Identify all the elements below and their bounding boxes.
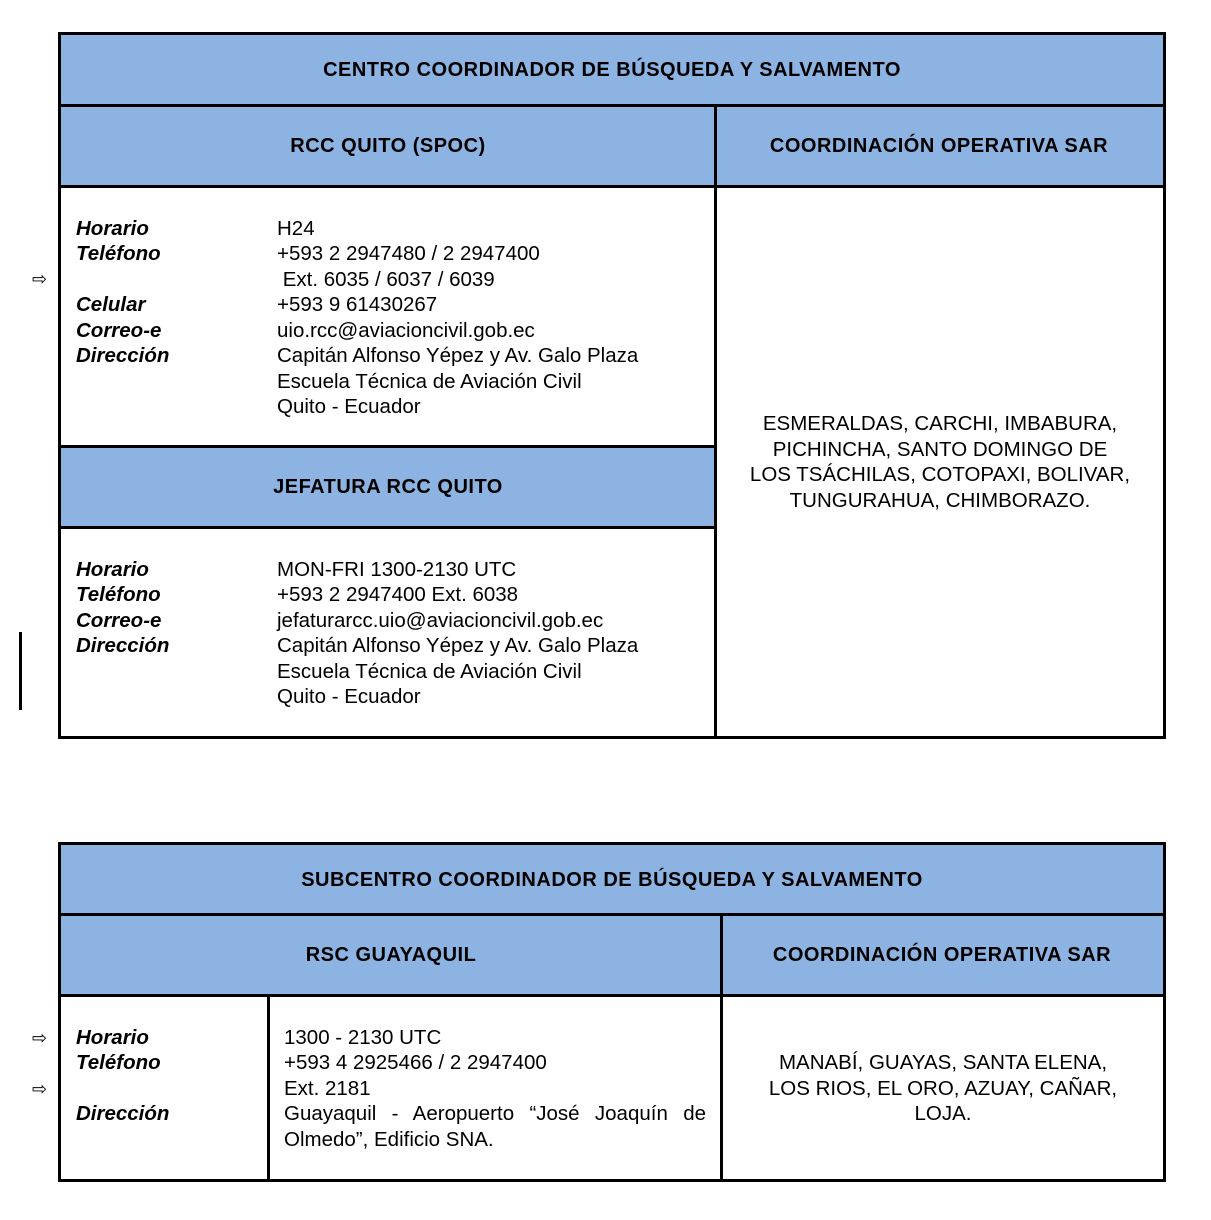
- value-direccion-3: Quito - Ecuador: [277, 395, 421, 418]
- value-direccion-1: Capitán Alfonso Yépez y Av. Galo Plaza: [277, 344, 639, 367]
- value-telefono-ext: Ext. 6035 / 6037 / 6039: [277, 268, 495, 291]
- table2-col-right-header: COORDINACIÓN OPERATIVA SAR: [721, 915, 1163, 996]
- label-direccion: Dirección: [76, 1102, 170, 1125]
- value-horario: 1300 - 2130 UTC: [284, 1026, 442, 1049]
- label-correo: Correo-e: [76, 319, 162, 342]
- value-horario: H24: [277, 217, 315, 240]
- change-arrow-icon: ⇨: [32, 1079, 48, 1099]
- table2-title: SUBCENTRO COORDINADOR DE BÚSQUEDA Y SALVAMENTO: [61, 845, 1163, 915]
- label-direccion: Dirección: [76, 634, 170, 657]
- label-telefono: Teléfono: [76, 242, 161, 265]
- table1-title: CENTRO COORDINADOR DE BÚSQUEDA Y SALVAMENTO: [61, 35, 1163, 106]
- value-telefono: +593 4 2925466 / 2 2947400: [284, 1051, 547, 1074]
- label-horario: Horario: [76, 558, 149, 581]
- change-arrow-icon: ⇨: [32, 1028, 48, 1048]
- table2-coverage: MANABÍ, GUAYAS, SANTA ELENA, LOS RIOS, EL ORO, AZUAY, CAÑAR, LOJA.: [768, 1051, 1118, 1125]
- table2-col-left-header: RSC GUAYAQUIL: [61, 915, 721, 996]
- table1-col-right-header: COORDINACIÓN OPERATIVA SAR: [715, 106, 1163, 187]
- label-direccion: Dirección: [76, 344, 170, 367]
- value-celular: +593 9 61430267: [277, 293, 438, 316]
- value-direccion-1: Capitán Alfonso Yépez y Av. Galo Plaza: [277, 634, 639, 657]
- value-telefono: +593 2 2947400 Ext. 6038: [277, 583, 519, 606]
- value-direccion-3: Quito - Ecuador: [277, 685, 421, 708]
- label-telefono: Teléfono: [76, 583, 161, 606]
- table1-sub-header: JEFATURA RCC QUITO: [61, 447, 715, 528]
- table1-coverage: ESMERALDAS, CARCHI, IMBABURA, PICHINCHA, SANTO DOMINGO DE LOS TSÁCHILAS, COTOPAXI, BOLIVAR, TUNGURAHUA, CHIMBORAZO.: [749, 412, 1131, 512]
- label-horario: Horario: [76, 217, 149, 240]
- label-celular: Celular: [76, 293, 146, 316]
- change-bar: [19, 632, 22, 710]
- table1-col-left-header: RCC QUITO (SPOC): [61, 106, 715, 187]
- label-horario: Horario: [76, 1026, 149, 1049]
- value-telefono: +593 2 2947480 / 2 2947400: [277, 242, 540, 265]
- value-direccion-2: Escuela Técnica de Aviación Civil: [277, 370, 582, 393]
- value-direccion-2: Escuela Técnica de Aviación Civil: [277, 660, 582, 683]
- label-correo: Correo-e: [76, 609, 162, 632]
- change-arrow-icon: ⇨: [32, 269, 48, 289]
- value-telefono-ext: Ext. 2181: [284, 1077, 371, 1100]
- label-telefono: Teléfono: [76, 1051, 161, 1074]
- value-direccion: Guayaquil - Aeropuerto “José Joaquín de Olmedo”, Edificio SNA.: [284, 1102, 706, 1151]
- value-correo: uio.rcc@aviacioncivil.gob.ec: [277, 319, 535, 342]
- value-horario: MON-FRI 1300-2130 UTC: [277, 558, 517, 581]
- value-correo: jefaturarcc.uio@aviacioncivil.gob.ec: [277, 609, 604, 632]
